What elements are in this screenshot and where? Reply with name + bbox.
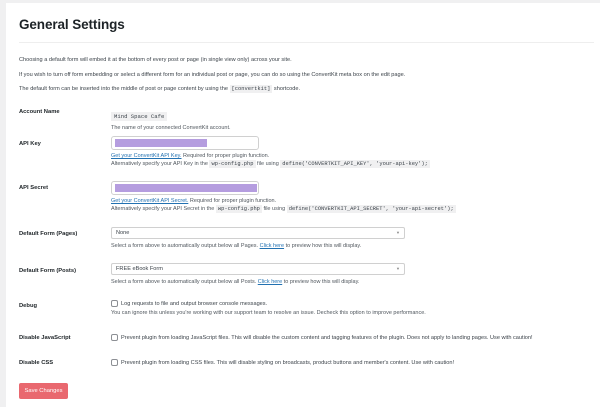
- debug-description: You can ignore this unless you're working with our support team to resolve an issue. Decheck this option to improve performance.: [111, 310, 426, 316]
- api-key-label: API Key: [19, 141, 41, 147]
- intro-line-1: Choosing a default form will embed it at the bottom of every post or page (in single view only) across your site.: [19, 57, 292, 63]
- debug-checkbox-label[interactable]: Log requests to file and output browser console messages.: [121, 300, 268, 307]
- save-changes-button[interactable]: Save Changes: [19, 383, 68, 399]
- default-form-posts-select[interactable]: FREE eBook Form ▼: [111, 263, 405, 275]
- account-name-description: The name of your connected ConvertKit account.: [111, 125, 231, 131]
- get-api-key-link[interactable]: Get your ConvertKit API Key.: [111, 153, 182, 159]
- disable-css-checkbox-label[interactable]: Prevent plugin from loading CSS files. This will disable styling on broadcasts, product buttons and member's content. Use with caution!: [121, 359, 455, 366]
- get-api-secret-link[interactable]: Get your ConvertKit API Secret.: [111, 198, 189, 204]
- api-key-redacted-value: [115, 139, 207, 147]
- debug-field: [111, 300, 426, 317]
- disable-js-checkbox-label[interactable]: Prevent plugin from loading JavaScript files. This will disable the custom content and tagging features of the plugin. Does not apply to landing pages. Use with caution!: [121, 334, 533, 341]
- intro-line-3: The default form can be inserted into the middle of post or page content by using the [convertkit] shortcode.: [19, 86, 301, 92]
- debug-label: Debug: [19, 303, 38, 309]
- account-name-label: Account Name: [19, 109, 60, 115]
- default-form-pages-select[interactable]: None ▼: [111, 227, 405, 239]
- shortcode-code: [convertkit]: [231, 86, 271, 92]
- preview-pages-link[interactable]: Click here: [259, 243, 285, 249]
- api-key-input[interactable]: [111, 136, 259, 150]
- api-secret-field: Get your ConvertKit API Secret. Required for proper plugin function. Alternatively specify your API Secret in the wp-config.php file using define('CONVERTKIT_API_SECRET', 'your-api-secret');: [111, 181, 456, 213]
- api-secret-label: API Secret: [19, 185, 48, 191]
- api-key-define-code: define('CONVERTKIT_API_KEY', 'your-api-key');: [282, 161, 428, 167]
- account-name-field: [111, 105, 231, 132]
- title-divider: [19, 42, 594, 43]
- disable-js-checkbox[interactable]: [111, 334, 118, 341]
- preview-posts-link[interactable]: Click here: [257, 279, 283, 285]
- api-secret-redacted-value: [115, 184, 257, 192]
- api-secret-input[interactable]: [111, 181, 259, 195]
- chevron-down-icon: ▼: [396, 266, 400, 271]
- chevron-down-icon: ▼: [396, 230, 400, 235]
- default-form-pages-label: Default Form (Pages): [19, 231, 78, 237]
- api-secret-define-code: define('CONVERTKIT_API_SECRET', 'your-api-secret');: [288, 206, 454, 212]
- disable-css-checkbox[interactable]: [111, 359, 118, 366]
- default-form-posts-field: FREE eBook Form ▼ Select a form above to automatically output below all Posts. Click here to preview how this will display.: [111, 263, 405, 286]
- disable-js-label: Disable JavaScript: [19, 335, 71, 341]
- disable-css-field: [111, 359, 454, 366]
- disable-js-field: [111, 334, 533, 341]
- api-key-field: Get your ConvertKit API Key. Required for proper plugin function. Alternatively specify your API Key in the wp-config.php file using define('CONVERTKIT_API_KEY', 'your-api-key');: [111, 136, 430, 168]
- default-form-pages-field: None ▼ Select a form above to automatically output below all Pages. Click here to preview how this will display.: [111, 227, 405, 250]
- intro-line-2: If you wish to turn off form embedding or select a different form for an individual post or page, you can do so using the ConvertKit meta box on the edit page.: [19, 72, 406, 78]
- disable-css-label: Disable CSS: [19, 360, 54, 366]
- default-form-posts-label: Default Form (Posts): [19, 268, 77, 274]
- debug-checkbox[interactable]: [111, 300, 118, 307]
- page-title: General Settings: [19, 17, 125, 32]
- account-name-value: Mind Space Cafe: [111, 112, 167, 121]
